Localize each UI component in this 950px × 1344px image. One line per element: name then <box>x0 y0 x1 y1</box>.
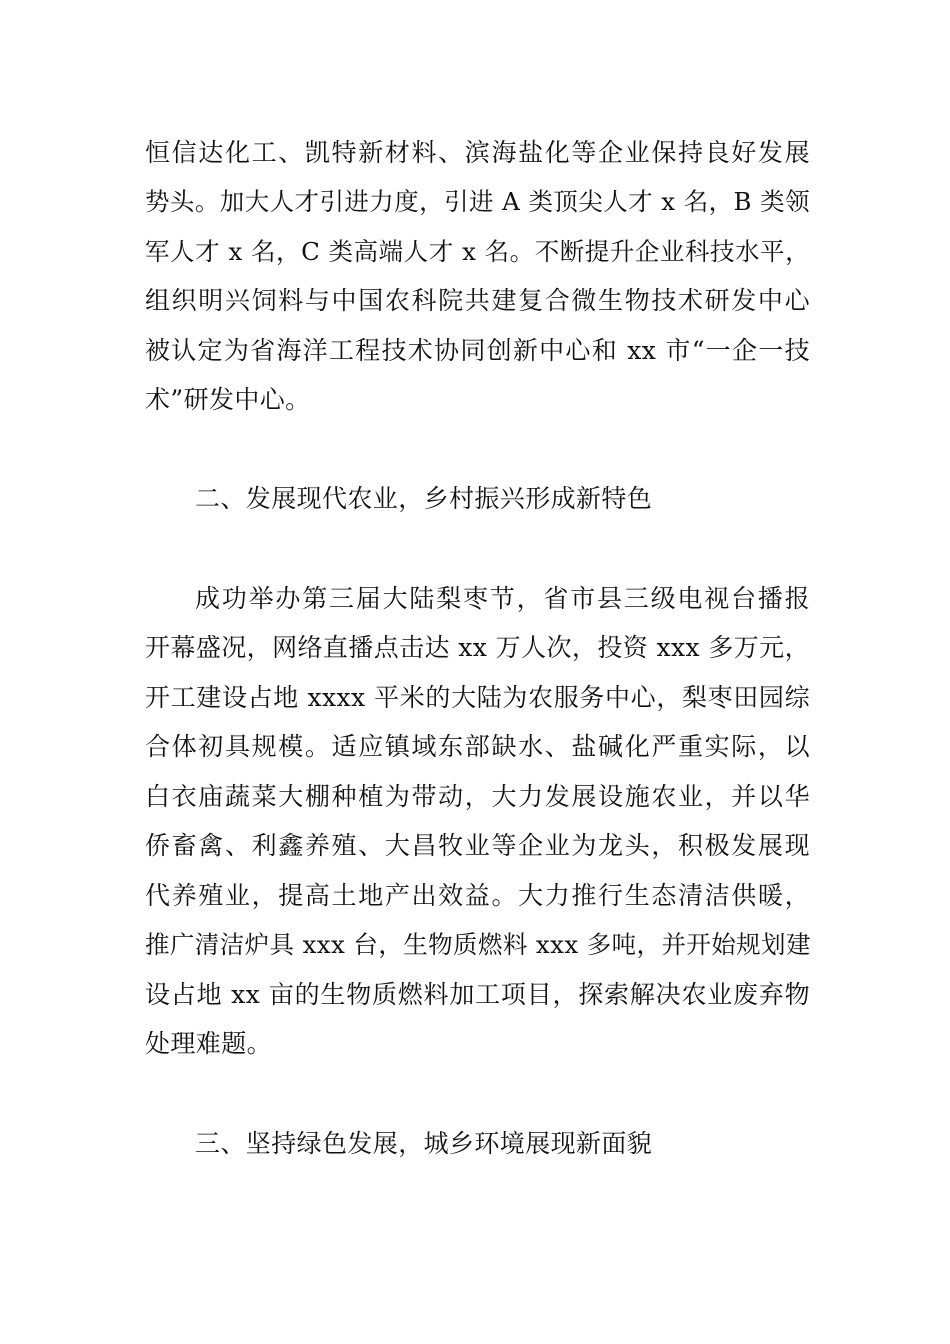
paragraph-1-line-3: 军人才 x 名，C 类高端人才 x 名。不断提升企业科技水平， <box>145 237 810 266</box>
paragraph-2-line-4: 合体初具规模。适应镇域东部缺水、盐碱化严重实际，以 <box>145 732 810 761</box>
paragraph-2-line-6: 侨畜禽、利鑫养殖、大昌牧业等企业为龙头，积极发展现 <box>145 831 810 860</box>
paragraph-2-line-1: 成功举办第三届大陆梨枣节，省市县三级电视台播报 <box>195 584 810 613</box>
paragraph-2-line-3: 开工建设占地 xxxx 平米的大陆为农服务中心，梨枣田园综 <box>145 683 810 712</box>
paragraph-1-line-5: 被认定为省海洋工程技术协同创新中心和 xx 市“一企一技 <box>145 336 810 365</box>
paragraph-1-line-6: 术”研发中心。 <box>145 385 311 414</box>
section-heading-3: 三、坚持绿色发展，城乡环境展现新面貌 <box>195 1129 653 1158</box>
paragraph-2-line-5: 白衣庙蔬菜大棚种植为带动，大力发展设施农业，并以华 <box>145 782 810 811</box>
paragraph-2-line-2: 开幕盛况，网络直播点击达 xx 万人次，投资 xxx 多万元， <box>145 633 810 662</box>
paragraph-2-line-10: 处理难题。 <box>145 1029 273 1058</box>
paragraph-1-line-2: 势头。加大人才引进力度，引进 A 类顶尖人才 x 名，B 类领 <box>145 187 810 216</box>
paragraph-1-line-1: 恒信达化工、凯特新材料、滨海盐化等企业保持良好发展 <box>145 138 810 167</box>
paragraph-2-line-8: 推广清洁炉具 xxx 台，生物质燃料 xxx 多吨，并开始规划建 <box>145 930 811 959</box>
section-heading-2: 二、发展现代农业，乡村振兴形成新特色 <box>195 484 653 513</box>
paragraph-2-line-9: 设占地 xx 亩的生物质燃料加工项目，探索解决农业废弃物 <box>145 980 810 1009</box>
paragraph-1-line-4: 组织明兴饲料与中国农科院共建复合微生物技术研发中心 <box>145 286 810 315</box>
paragraph-2-line-7: 代养殖业，提高土地产出效益。大力推行生态清洁供暖， <box>145 881 810 910</box>
